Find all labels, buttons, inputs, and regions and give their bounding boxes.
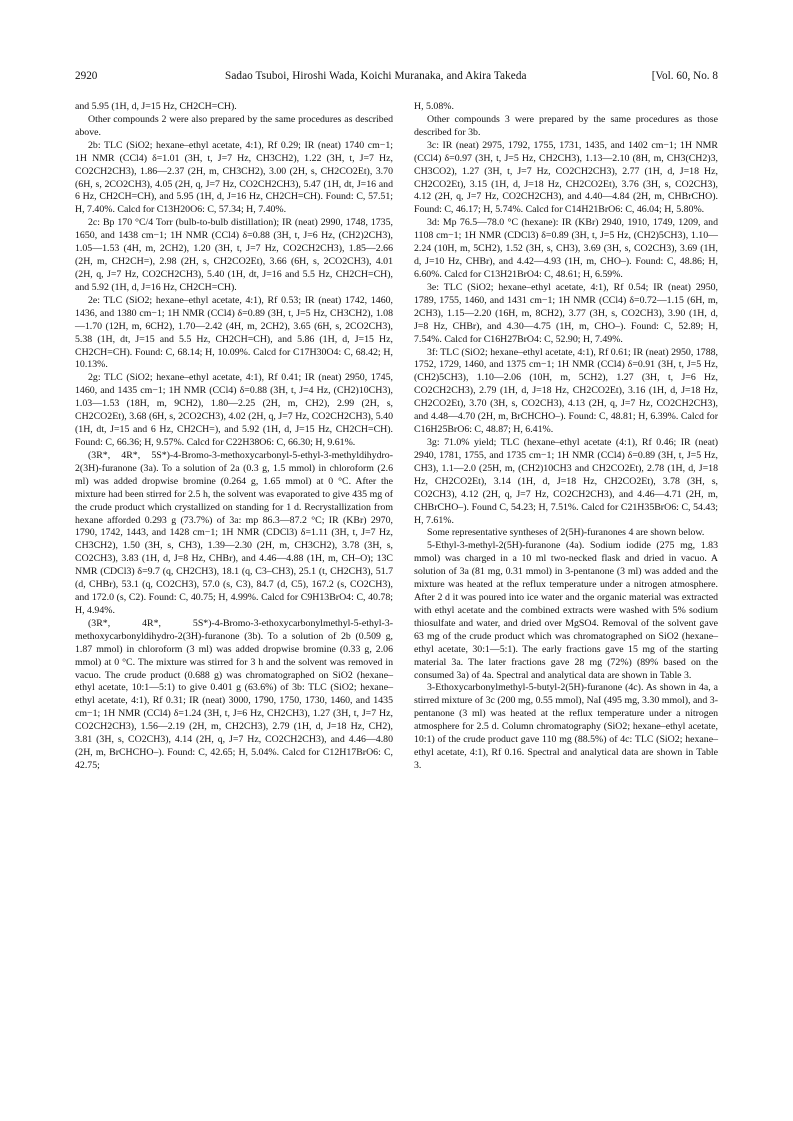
- paragraph-compound-2b: 2b: TLC (SiO2; hexane–ethyl acetate, 4:1), Rf 0.29; IR (neat) 1740 cm−1; 1H NMR (CCl4) δ=1.01 (3H, t, J=7 Hz, CH3CH2), 1.22 (3H, t, J=7 Hz, CO2CH2CH3), 1.86—2.37 (2H, m, CH3CH2), 3.00 (2H, s, CH2CO2Et), 3.70 (6H, s, 2CO2CH3), 4.05 (2H, q, J=7 Hz, CO2CH2CH3), 5.47 (1H, dt, J=16 and 6 Hz, CH2CH=CH), and 5.95 (1H, d, J=16 Hz, CH2CH=CH). Found: C, 57.51; H, 7.40%. Calcd for C13H20O6: C, 57.34; H, 7.40%.: [75, 139, 393, 216]
- running-authors: Sadao Tsuboi, Hiroshi Wada, Koichi Muranaka, and Akira Takeda: [225, 70, 527, 82]
- paragraph-continued: and 5.95 (1H, d, J=15 Hz, CH2CH=CH).: [75, 101, 237, 112]
- journal-volume: [Vol. 60, No. 8: [651, 70, 718, 82]
- paragraph-compound-3g: 3g: 71.0% yield; TLC (hexane–ethyl acetate (4:1), Rf 0.46; IR (neat) 2940, 1781, 1755, and 1735 cm−1; 1H NMR (CCl4) δ=0.89 (3H, t, J=5 Hz, CH3), 1.1—2.0 (25H, m, (CH2)10CH3 and CH2CO2Et), 2.78 (1H, d, J=18 Hz, CH2CO2Et), 3.14 (1H, d, J=18 Hz, CH2CO2Et), 3.78 (3H, s, CO2CH3), 4.12 (2H, q, J=7 Hz, CO2CH2CH3), and 4.46—4.71 (2H, m, CHBrCHO–). Found C, 54.23; H, 7.51%. Calcd for C21H35BrO6: C, 54.43; H, 7.61%.: [414, 436, 718, 526]
- paragraph-compound-3c: 3c: IR (neat) 2975, 1792, 1755, 1731, 1435, and 1402 cm−1; 1H NMR (CCl4) δ=0.97 (3H, t, J=5 Hz, CH2CH3), 1.13—2.10 (8H, m, CH3(CH2)3, CH3CO2), 1.27 (3H, t, J=7 Hz, CO2CH2CH3), 2.77 (1H, d, J=18 Hz, CH2CO2Et), 3.15 (1H, d, J=18 Hz, CH2CO2Et), 3.76 (3H, s, CO2CH3), 4.12 (2H, q, J=7 Hz, CO2CH2CH3), and 4.40—4.84 (2H, m, CHBrCHO). Found: C, 46.17; H, 5.74%. Calcd for C14H21BrO6: C, 46.04; H, 5.80%.: [414, 139, 718, 216]
- paragraph-compound-2g: 2g: TLC (SiO2; hexane–ethyl acetate, 4:1), Rf 0.41; IR (neat) 2950, 1745, 1460, and 1435 cm−1; 1H NMR (CCl4) δ=0.88 (3H, t, J=4 Hz, (CH2)10CH3), 1.03—1.53 (18H, m, 9CH2), 1.80—2.25 (2H, m, CH2), 2.99 (2H, s, CH2CO2Et), 3.68 (6H, s, 2CO2CH3), 4.02 (2H, q, J=7 Hz, CO2CH2CH3), 5.40 (1H, dt, J=15 and 6 Hz, CH2CH=), and 5.92 (1H, d, J=15 Hz, CH2CH=CH). Found: C, 66.36; H, 9.57%. Calcd for C22H38O6: C, 66.30; H, 9.61%.: [75, 372, 393, 448]
- paragraph-compound-3f: 3f: TLC (SiO2; hexane–ethyl acetate, 4:1), Rf 0.61; IR (neat) 2950, 1788, 1752, 1729, 1460, and 1375 cm−1; 1H NMR (CCl4) δ=0.91 (3H, t, J=5 Hz, (CH2)5CH3), 1.10—2.06 (10H, m, 5CH2), 1.27 (3H, t, J=6 Hz, CO2CH2CH3), 2.79 (1H, d, J=18 Hz, CH2CO2Et), 3.16 (1H, d, J=18 Hz, CH2CO2Et), 3.70 (3H, s, CO2CH3), 4.13 (2H, q, J=7 Hz, CO2CH2CH3), and 4.48—4.70 (2H, m, BrCHCHO–). Found: C, 48.81; H, 6.39%. Calcd for C16H25BrO6: C, 48.87; H, 6.41%.: [414, 346, 718, 436]
- left-column: [75, 101, 393, 773]
- paragraph-compound-2c: 2c: Bp 170 °C/4 Torr (bulb-to-bulb distillation); IR (neat) 2990, 1748, 1735, 1650, and 1438 cm−1; 1H NMR (CCl4) δ=0.88 (3H, t, J=6 Hz, (CH2)2CH3), 1.05—1.53 (4H, m, 2CH2), 1.20 (3H, t, J=7 Hz, CO2CH2CH3), 1.85—2.66 (2H, m, CH2CH=), 2.98 (2H, s, CH2CO2Et), 3.66 (6H, s, 2CO2CH3), 4.01 (2H, q, J=7 Hz, CO2CH2CH3), 5.40 (1H, dt, J=16 and 5.5 Hz, CH2CH=CH), and 5.92 (1H, d, J=16 Hz, CH2CH=CH).: [75, 217, 393, 293]
- page-header: [75, 70, 718, 88]
- paragraph-compound-2e: 2e: TLC (SiO2; hexane–ethyl acetate, 4:1), Rf 0.53; IR (neat) 1742, 1460, 1436, and 1380 cm−1; 1H NMR (CCl4) δ=0.89 (3H, t, J=5 Hz, CH3CH2), 1.08—1.70 (12H, m, 6CH2), 1.70—2.42 (4H, m, 2CH2), 3.65 (6H, s, 2CO2CH3), 5.38 (1H, dt, J=15 and 5.5 Hz, CH2CH=CH), and 5.86 (1H, d, J=15 Hz, CH2CH=CH). Found: C, 68.14; H, 10.09%. Calcd for C17H30O4: C, 68.42; H, 10.13%.: [75, 294, 393, 371]
- paragraph-synthesis-4c: 3-Ethoxycarbonylmethyl-5-butyl-2(5H)-furanone (4c). As shown in 4a, a stirred mixture of 3c (200 mg, 0.55 mmol), NaI (495 mg, 3.30 mmol), and 3-pentanone (3 ml) was heated at the reflux temperature under a nitrogen atmosphere for 2.5 d. Column chromatography (SiO2; hexane–ethyl acetate, 10:1) of the crude product gave 110 mg (88.5%) of 4c: TLC (SiO2; hexane–ethyl acetate, 4:1), Rf 0.16. Spectral and analytical data are shown in Table 3.: [414, 682, 718, 772]
- paragraph-synthesis-4a: 5-Ethyl-3-methyl-2(5H)-furanone (4a). Sodium iodide (275 mg, 1.83 mmol) was charged in a 10 ml two-necked flask and dried in vacuo. A solution of 3a (81 mg, 0.31 mmol) in 3-pentanone (3 ml) was added and the mixture was heated at the reflux temperature under a nitrogen atmosphere. After 2 d it was poured into ice water and the organic material was extracted with ethyl acetate and the combined extracts were washed with 5% sodium thiosulfate and water, and dried over MgSO4. Removal of the solvent gave 63 mg of the crude product which was chromatographed on SiO2 (hexane–ethyl acetate, 30:1—5:1). The early fractions gave 15 mg of the starting material 3a. The later fractions gave 28 mg (72%) (89% based on the consumed 3a) of 4a. Spectral and analytical data are shown in Table 3.: [414, 540, 718, 681]
- paragraph-compound-3e: 3e: TLC (SiO2; hexane–ethyl acetate, 4:1), Rf 0.54; IR (neat) 2950, 1789, 1755, 1460, and 1431 cm−1; 1H NMR (CCl4) δ=0.72—1.15 (6H, m, 2CH3), 1.15—2.20 (16H, m, 8CH2), 3.77 (3H, s, CO2CH3), 3.90 (1H, d, J=8 Hz, CHBr), and 4.30—4.75 (1H, m, CHO–). Found: C, 52.89; H, 7.54%. Calcd for C16H27BrO4: C, 52.90; H, 7.49%.: [414, 281, 718, 345]
- paragraph-compound-3d: 3d: Mp 76.5—78.0 °C (hexane): IR (KBr) 2940, 1910, 1749, 1209, and 1108 cm−1; 1H NMR (CDCl3) δ=0.89 (3H, t, J=5 Hz, (CH2)5CH3), 1.10—2.24 (10H, m, 5CH2), 1.52 (3H, s, CH3), 3.69 (3H, s, CO2CH3), 3.69 (1H, d, J=10 Hz, CHBr), and 4.42—4.93 (1H, m, CHO–). Found: C, 48.86; H, 6.60%. Calcd for C13H21BrO4: C, 48.61; H, 6.59%.: [414, 217, 718, 280]
- right-column: [414, 101, 718, 773]
- page-number: 2920: [75, 70, 98, 82]
- paragraph-other-compounds-2: Other compounds 2 were also prepared by the same procedures as described above.: [75, 113, 393, 138]
- paragraph-synthesis-3a: (3R*, 4R*, 5S*)-4-Bromo-3-methoxycarbonyl-5-ethyl-3-methyldihydro-2(3H)-furanone (3a). To a solution of 2a (0.3 g, 1.5 mmol) in chloroform (2.6 ml) was added dropwise bromine (0.264 g, 1.65 mmol) at 0 °C. After the mixture had been stirred for 2.5 h, the solvent was evaporated to give 435 mg of the crude product which crystallized on standing for 1 d. Recrystallization from hexane afforded 0.293 g (73.7%) of 3a: mp 86.3—87.2 °C; IR (KBr) 2970, 1790, 1742, 1443, and 1428 cm−1; 1H NMR (CDCl3) δ=1.11 (3H, t, J=7 Hz, CH3CH2), 1.50 (3H, s, CH3), 1.39—2.30 (2H, m, CH3CH2), 3.78 (3H, s, CO2CH3), 3.83 (1H, d, J=8 Hz, CHBr), and 4.46—4.88 (1H, m, CH–O); 13C NMR (CDCl3) δ=9.7 (q, CH2CH3), 18.1 (q, C3–CH3), 25.1 (t, CH2CH3), 51.7 (d, CHBr), 53.1 (q, CO2CH3), 57.0 (s, C3), 84.7 (d, C5), 167.2 (s, CO2CH3), and 172.0 (s, C2). Found: C, 40.75; H, 4.99%. Calcd for C9H13BrO4: C, 40.78; H, 4.94%.: [75, 449, 393, 616]
- paragraph-other-compounds-3: Other compounds 3 were prepared by the same procedures as those described for 3b.: [414, 113, 718, 138]
- paragraph-furanones-intro: Some representative syntheses of 2(5H)-furanones 4 are shown below.: [427, 527, 705, 539]
- paragraph-synthesis-3b: (3R*, 4R*, 5S*)-4-Bromo-3-ethoxycarbonylmethyl-5-ethyl-3-methoxycarbonyldihydro-2(3H)-furanone (3b). To a solution of 2b (0.509 g, 1.87 mmol) in chloroform (3 ml) was added dropwise bromine (0.33 g, 2.06 mmol) at 0 °C. The mixture was stirred for 3 h and the solvent was removed in vacuo. The crude product (0.688 g) was chromatographed on SiO2 (hexane–ethyl acetate, 10:1—5:1) to give 0.401 g (63.6%) of 3b: TLC (SiO2; hexane–ethyl acetate, 4:1), Rf 0.31; IR (neat) 3000, 1790, 1750, 1730, 1460, and 1435 cm−1; 1H NMR (CCl4) δ=1.24 (3H, t, J=6 Hz, CH2CH3), 1.27 (3H, t, J=7 Hz, CO2CH2CH3), 1.56—2.19 (2H, m, CH2CH3), 2.79 (1H, d, J=18 Hz, CH2), 3.81 (3H, s, CO2CH3), 4.14 (2H, q, J=7 Hz, CO2CH2CH3), and 4.46—4.80 (2H, m, BrCHCHO–). Found: C, 42.65; H, 5.04%. Calcd for C12H17BrO6: C, 42.75;: [75, 617, 393, 772]
- paragraph-continued-right: H, 5.08%.: [414, 101, 454, 112]
